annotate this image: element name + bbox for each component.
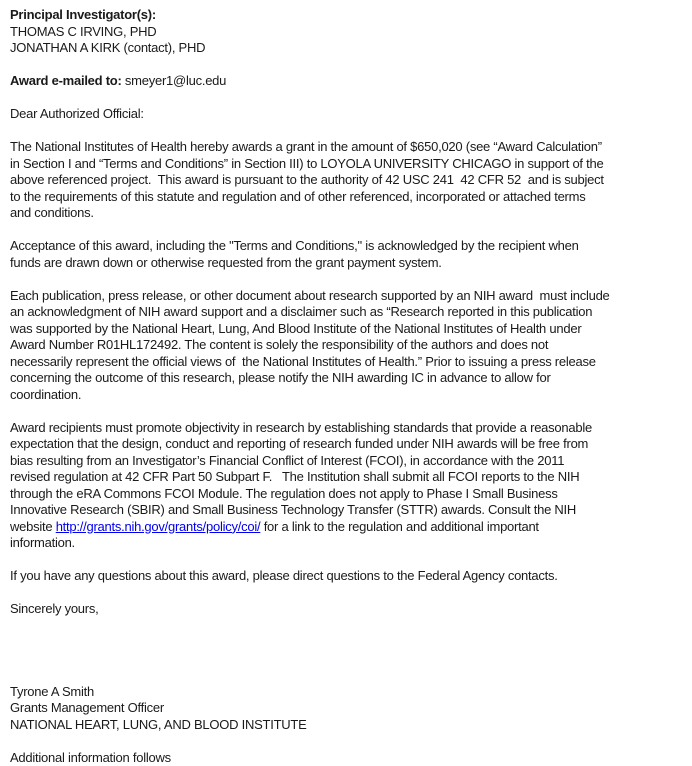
publication-paragraph-line: necessarily represent the official views of the National Institutes of Health.” Prior to issuing a press release xyxy=(10,354,682,371)
fcoi-link-line xyxy=(10,519,682,536)
blank-line xyxy=(10,222,682,239)
signature-institute: NATIONAL HEART, LUNG, AND BLOOD INSTITUTE xyxy=(10,717,682,734)
closing-line: Sincerely yours, xyxy=(10,601,682,618)
blank-line xyxy=(10,618,682,635)
publication-paragraph-line: Each publication, press release, or other document about research supported by an NIH award must include xyxy=(10,288,682,305)
blank-line xyxy=(10,403,682,420)
blank-line xyxy=(10,667,682,684)
signature-title: Grants Management Officer xyxy=(10,700,682,717)
blank-line xyxy=(10,271,682,288)
fcoi-link-prefix: website xyxy=(10,519,56,534)
blank-line xyxy=(10,733,682,750)
fcoi-paragraph-line: revised regulation at 42 CFR Part 50 Subpart F. The Institution shall submit all FCOI reports to the NIH xyxy=(10,469,682,486)
principal-investigators-label: Principal Investigator(s): xyxy=(10,7,682,24)
publication-paragraph-line: coordination. xyxy=(10,387,682,404)
blank-line xyxy=(10,585,682,602)
blank-line xyxy=(10,634,682,651)
fcoi-link-suffix: for a link to the regulation and additional important xyxy=(260,519,538,534)
additional-information-line: Additional information follows xyxy=(10,750,682,766)
blank-line xyxy=(10,90,682,107)
award-paragraph-line: The National Institutes of Health hereby awards a grant in the amount of $650,020 (see “Award Calculation” xyxy=(10,139,682,156)
acceptance-paragraph-line: Acceptance of this award, including the "Terms and Conditions," is acknowledged by the recipient when xyxy=(10,238,682,255)
fcoi-paragraph-line: Innovative Research (SBIR) and Small Business Technology Transfer (STTR) awards. Consult the NIH xyxy=(10,502,682,519)
fcoi-paragraph-line: information. xyxy=(10,535,682,552)
blank-line xyxy=(10,123,682,140)
acceptance-paragraph-line: funds are drawn down or otherwise requested from the grant payment system. xyxy=(10,255,682,272)
award-paragraph-line: above referenced project. This award is pursuant to the authority of 42 USC 241 42 CFR 52 and is subject xyxy=(10,172,682,189)
award-paragraph-line: and conditions. xyxy=(10,205,682,222)
signature-name: Tyrone A Smith xyxy=(10,684,682,701)
questions-line: If you have any questions about this award, please direct questions to the Federal Agency contacts. xyxy=(10,568,682,585)
award-paragraph-line: in Section I and “Terms and Conditions” in Section III) to LOYOLA UNIVERSITY CHICAGO in support of the xyxy=(10,156,682,173)
award-paragraph-line: to the requirements of this statute and regulation and of other referenced, incorporated or attached terms xyxy=(10,189,682,206)
publication-paragraph-line: Award Number R01HL172492. The content is solely the responsibility of the authors and does not xyxy=(10,337,682,354)
fcoi-paragraph-line: through the eRA Commons FCOI Module. The regulation does not apply to Phase I Small Business xyxy=(10,486,682,503)
award-emailed-line xyxy=(10,73,682,90)
publication-paragraph-line: an acknowledgment of NIH award support and a disclaimer such as “Research reported in this publication xyxy=(10,304,682,321)
award-emailed-value: smeyer1@luc.edu xyxy=(122,73,227,88)
fcoi-paragraph-line: bias resulting from an Investigator’s Financial Conflict of Interest (FCOI), in accordance with the 2011 xyxy=(10,453,682,470)
fcoi-paragraph-line: Award recipients must promote objectivity in research by establishing standards that provide a reasonable xyxy=(10,420,682,437)
pi-name-line: JONATHAN A KIRK (contact), PHD xyxy=(10,40,682,57)
publication-paragraph-line: concerning the outcome of this research, please notify the NIH awarding IC in advance to allow for xyxy=(10,370,682,387)
blank-line xyxy=(10,651,682,668)
coi-policy-link[interactable]: http://grants.nih.gov/grants/policy/coi/ xyxy=(56,519,261,534)
pi-name-line: THOMAS C IRVING, PHD xyxy=(10,24,682,41)
blank-line xyxy=(10,552,682,569)
salutation-line: Dear Authorized Official: xyxy=(10,106,682,123)
fcoi-paragraph-line: expectation that the design, conduct and reporting of research funded under NIH awards will be free from xyxy=(10,436,682,453)
blank-line xyxy=(10,57,682,74)
award-emailed-label: Award e-mailed to: xyxy=(10,73,122,88)
publication-paragraph-line: was supported by the National Heart, Lung, And Blood Institute of the National Institutes of Health under xyxy=(10,321,682,338)
